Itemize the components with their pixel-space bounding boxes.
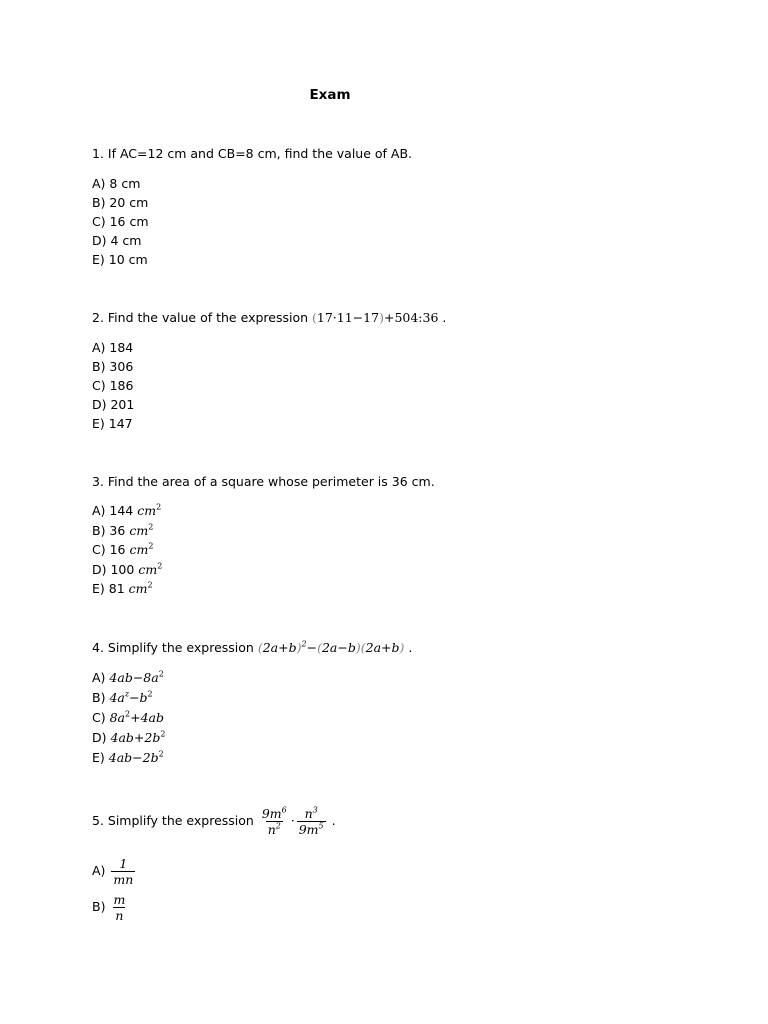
question-5: 5. Simplify the expression $\frac{9m^6}{n^2}$ · $\frac{n^3}{9m^5}$ . xyxy=(92,805,336,837)
expression: (17·11−17)+504:36 xyxy=(312,310,439,325)
option-1d: D) 4 cm xyxy=(92,233,142,248)
option-3d: D) 100 $cm^2$ xyxy=(92,561,163,577)
option-3c: C) 16 $cm^2$ xyxy=(92,541,154,557)
option-4d: D) $4ab+2b^2$ xyxy=(92,729,166,745)
expression: $(2a+b)^2-(2a-b)(2a+b)$ xyxy=(257,639,405,655)
option-4e: E) $4ab-2b^2$ xyxy=(92,749,164,765)
option-1c: C) 16 cm xyxy=(92,214,149,229)
option-5b: B) $\frac{m}{n}$ xyxy=(92,892,126,923)
fraction: $\frac{n^3}{9m^5}$ xyxy=(298,805,324,837)
option-2c: C) 186 xyxy=(92,378,134,393)
question-2: 2. Find the value of the expression (17·11−17)+504:36 . xyxy=(92,310,447,325)
option-2e: E) 147 xyxy=(92,416,133,431)
option-5a: A) $\frac{1}{mn}$ xyxy=(92,856,134,887)
fraction: $\frac{9m^6}{n^2}$ xyxy=(261,805,287,837)
option-4c: C) $8a^2+4ab$ xyxy=(92,709,164,725)
option-3e: E) 81 $cm^2$ xyxy=(92,580,153,596)
question-text: 1. If AC=12 cm and CB=8 cm, find the value of AB. xyxy=(92,146,413,161)
option-3a: A) 144 $cm^2$ xyxy=(92,502,162,518)
option-1a: A) 8 cm xyxy=(92,176,141,191)
option-1e: E) 10 cm xyxy=(92,252,148,267)
option-2d: D) 201 xyxy=(92,397,135,412)
option-2a: A) 184 xyxy=(92,340,134,355)
question-3 xyxy=(92,474,435,489)
page-title: Exam xyxy=(309,87,351,103)
option-1b: B) 20 cm xyxy=(92,195,149,210)
fraction: $\frac{1}{mn}$ xyxy=(113,856,134,887)
option-3b: B) 36 $cm^2$ xyxy=(92,522,154,538)
fraction: $\frac{m}{n}$ xyxy=(113,892,126,923)
question-text: 2. Find the value of the expression xyxy=(92,310,309,325)
question-text: 3. Find the area of a square whose perimeter is 36 cm. xyxy=(92,474,435,489)
question-1 xyxy=(92,146,412,161)
question-text: 5. Simplify the expression xyxy=(92,813,254,828)
question-4: 4. Simplify the expression $(2a+b)^2-(2a-b)(2a+b)$ . xyxy=(92,639,413,655)
option-4b: B) $4a^z-b^2$ xyxy=(92,689,153,705)
option-4a: A) $4ab-8a^2$ xyxy=(92,669,164,685)
option-2b: B) 306 xyxy=(92,359,134,374)
question-text: 4. Simplify the expression xyxy=(92,640,254,655)
